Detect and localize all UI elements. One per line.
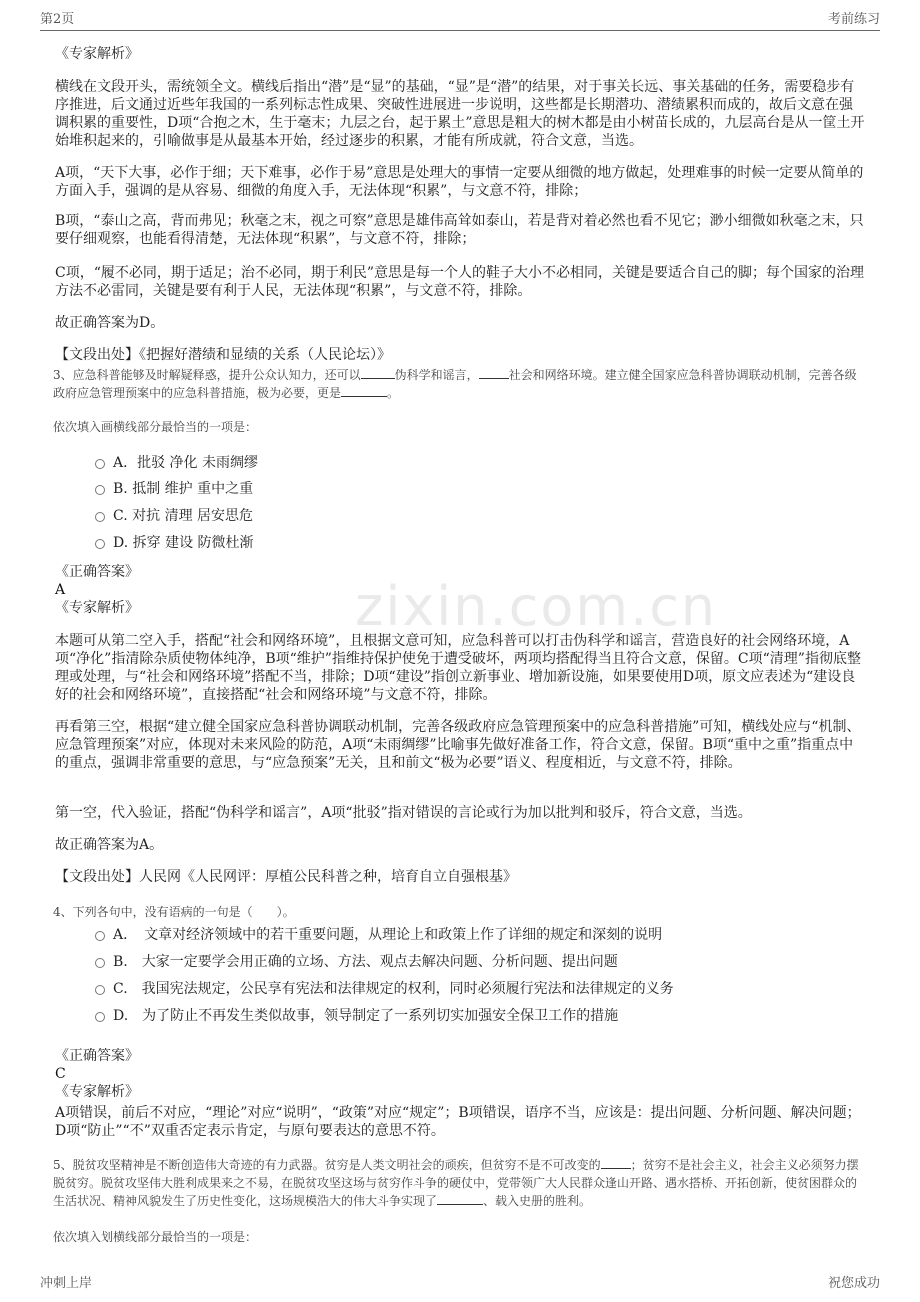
- footer-left: 冲刺上岸: [40, 1276, 93, 1291]
- radio-icon[interactable]: [95, 512, 105, 522]
- q3-analysis-p3: 第一空，代入验证，搭配“伪科学和谣言”，A项“批驳”指对错误的言论或行为加以批判和驳斥，符合文意，当选。: [55, 805, 752, 821]
- q5-stem: 5、脱贫攻坚精神是不断创造伟大奇迹的有力武器。贫穷是人类文明社会的顽疾，但贫穷不是不可改变的 ；贫穷不是社会主义，社会主义必须努力摆脱贫穷。脱贫攻坚伟大胜利成果来之不易，在脱贫攻坚这场与贫穷作斗争的硬仗中，党带领广大人民群众逢山开路、遇水搭桥、开拓创新，使贫困群众的生活状况、精神风貌发生了历史性变化，这场规模浩大的伟大斗争实现了 、载入史册的胜利。: [53, 1158, 859, 1208]
- radio-icon[interactable]: [95, 485, 105, 495]
- radio-icon[interactable]: [95, 1012, 105, 1022]
- q3-conclusion: 故正确答案为A。: [55, 837, 164, 853]
- q5-blank-2[interactable]: [437, 1192, 483, 1205]
- q5-prompt: 依次填入划横线部分最恰当的一项是：: [53, 1230, 258, 1244]
- q4-option-d[interactable]: D. 为了防止不再发生类似故事，领导制定了一系列切实加强安全保卫工作的措施: [95, 1007, 618, 1025]
- q4-stem: 4、下列各句中，没有语病的一句是（ ）。: [53, 905, 295, 919]
- q2-expert-label: 《专家解析》: [55, 46, 139, 62]
- radio-icon[interactable]: [95, 539, 105, 549]
- q3-option-c[interactable]: C. 对抗 清理 居安思危: [95, 507, 253, 525]
- q4-expert-label: 《专家解析》: [55, 1084, 139, 1100]
- q2-analysis-p1: 横线在文段开头，需统领全文。横线后指出“潜”是“显”的基础，“显”是“潜”的结果，对于事关长远、事关基础的任务，需要稳步有序推进，后文通过近些年我国的一系列标志性成果、突破性进展进一步说明，这些都是长期潜功、潜绩累积而成的，故后文意在强调积累的重要性，D项“合抱之木，生于毫末；九层之台，起于累土”意思是粗大的树木都是由小树苗长成的，九层高台是从一筐土开始堆积起来的，引喻做事是从最基本开始，经过逐步的积累，才能有所成就，符合文意，当选。: [55, 79, 865, 149]
- q2-analysis-c: C项，“履不必同，期于适足；治不必同，期于利民”意思是每一个人的鞋子大小不必相同，关键是要适合自己的脚；每个国家的治理方法不必雷同，关键是要有利于人民，无法体现“积累”，与文意不符，排除。: [55, 265, 865, 299]
- q4-option-c[interactable]: C. 我国宪法规定，公民享有宪法和法律规定的权利，同时必须履行宪法和法律规定的义务: [95, 980, 674, 998]
- radio-icon[interactable]: [95, 931, 105, 941]
- footer-right: 祝您成功: [827, 1276, 880, 1291]
- page-number: 第2页: [40, 12, 75, 27]
- q3-option-b[interactable]: B. 抵制 维护 重中之重: [95, 480, 253, 498]
- q3-source: 【文段出处】人民网《人民网评：厚植公民科普之种，培育自立自强根基》: [55, 869, 517, 885]
- header-divider: [40, 30, 880, 31]
- page-header: [40, 8, 880, 30]
- q4-answer: C: [55, 1066, 66, 1082]
- q3-answer: A: [55, 582, 66, 598]
- watermark: zixin.com.cn: [355, 575, 718, 638]
- q2-conclusion: 故正确答案为D。: [55, 315, 165, 331]
- q4-answer-label: 《正确答案》: [55, 1048, 139, 1064]
- q3-blank-1[interactable]: [361, 366, 395, 379]
- q3-analysis-p2: 再看第三空，根据“建立健全国家应急科普协调联动机制，完善各级政府应急管理预案中的应急科普措施”可知，横线处应与“机制、应急管理预案”对应，体现对未来风险的防范，A项“未雨绸缪”比喻事先做好准备工作，符合文意，保留。B项“重中之重”指重点中的重点，强调非常重要的意思，与“应急预案”无关，且和前文“极为必要”语义、程度相近，与文意不符，排除。: [55, 719, 861, 771]
- q3-option-a[interactable]: A．批驳 净化 未雨绸缪: [95, 454, 258, 472]
- q3-blank-2[interactable]: [479, 366, 509, 379]
- radio-icon[interactable]: [95, 985, 105, 995]
- q3-blank-3[interactable]: [341, 384, 387, 397]
- q5-blank-1[interactable]: [601, 1156, 631, 1169]
- radio-icon[interactable]: [95, 459, 105, 469]
- radio-icon[interactable]: [95, 958, 105, 968]
- q3-expert-label: 《专家解析》: [55, 600, 139, 616]
- q4-option-a[interactable]: A． 文章对经济领域中的若干重要问题，从理论上和政策上作了详细的规定和深刻的说明: [95, 926, 662, 944]
- header-title: 考前练习: [827, 12, 880, 27]
- q3-option-d[interactable]: D. 拆穿 建设 防微杜渐: [95, 534, 254, 552]
- q3-answer-label: 《正确答案》: [55, 564, 139, 580]
- q3-analysis-p1: 本题可从第二空入手，搭配“社会和网络环境”，且根据文意可知，应急科普可以打击伪科学和谣言，营造良好的社会网络环境，A项“净化”指清除杂质使物体纯净，B项“维护”指维持保护使免于遭受破坏，两项均搭配得当且符合文意，保留。C项“清理”指彻底整理或处理，与“社会和网络环境”搭配不当，排除；D项“建设”指创立新事业、增加新设施，如果要使用D项，原文应表述为“建设良好的社会和网络环境”，直接搭配“社会和网络环境”与文意不符，排除。: [55, 633, 861, 703]
- q3-prompt: 依次填入画横线部分最恰当的一项是：: [53, 420, 258, 434]
- q4-option-b[interactable]: B. 大家一定要学会用正确的立场、方法、观点去解决问题、分析问题、提出问题: [95, 953, 618, 971]
- q2-source: 【文段出处】《把握好潜绩和显绩的关系（人民论坛）》: [55, 347, 391, 363]
- q2-analysis-a: A项，“天下大事，必作于细；天下难事，必作于易”意思是处理大的事情一定要从细微的地方做起，处理难事的时候一定要从简单的方面入手，强调的是从容易、细微的角度入手，无法体现“积累”，与文意不符，排除；: [55, 165, 864, 199]
- q4-analysis-p1: A项错误，前后不对应，“理论”对应“说明”，“政策”对应“规定”；B项错误，语序不当，应该是：提出问题、分析问题、解决问题；D项“防止”“不”双重否定表示肯定，与原句要表达的意思不符。: [55, 1105, 861, 1139]
- q3-stem: 3、应急科普能够及时解疑释惑，提升公众认知力，还可以 伪科学和谣言， 社会和网络环境。建立健全国家应急科普协调联动机制，完善各级政府应急管理预案中的应急科普措施，极为必要，更是 。: [53, 368, 857, 400]
- q2-analysis-b: B项，“泰山之高，背而弗见；秋毫之末，视之可察”意思是雄伟高耸如泰山，若是背对着必然也看不见它；渺小细微如秋毫之末，只要仔细观察，也能看得清楚，无法体现“积累”，与文意不符，排除；: [55, 213, 864, 247]
